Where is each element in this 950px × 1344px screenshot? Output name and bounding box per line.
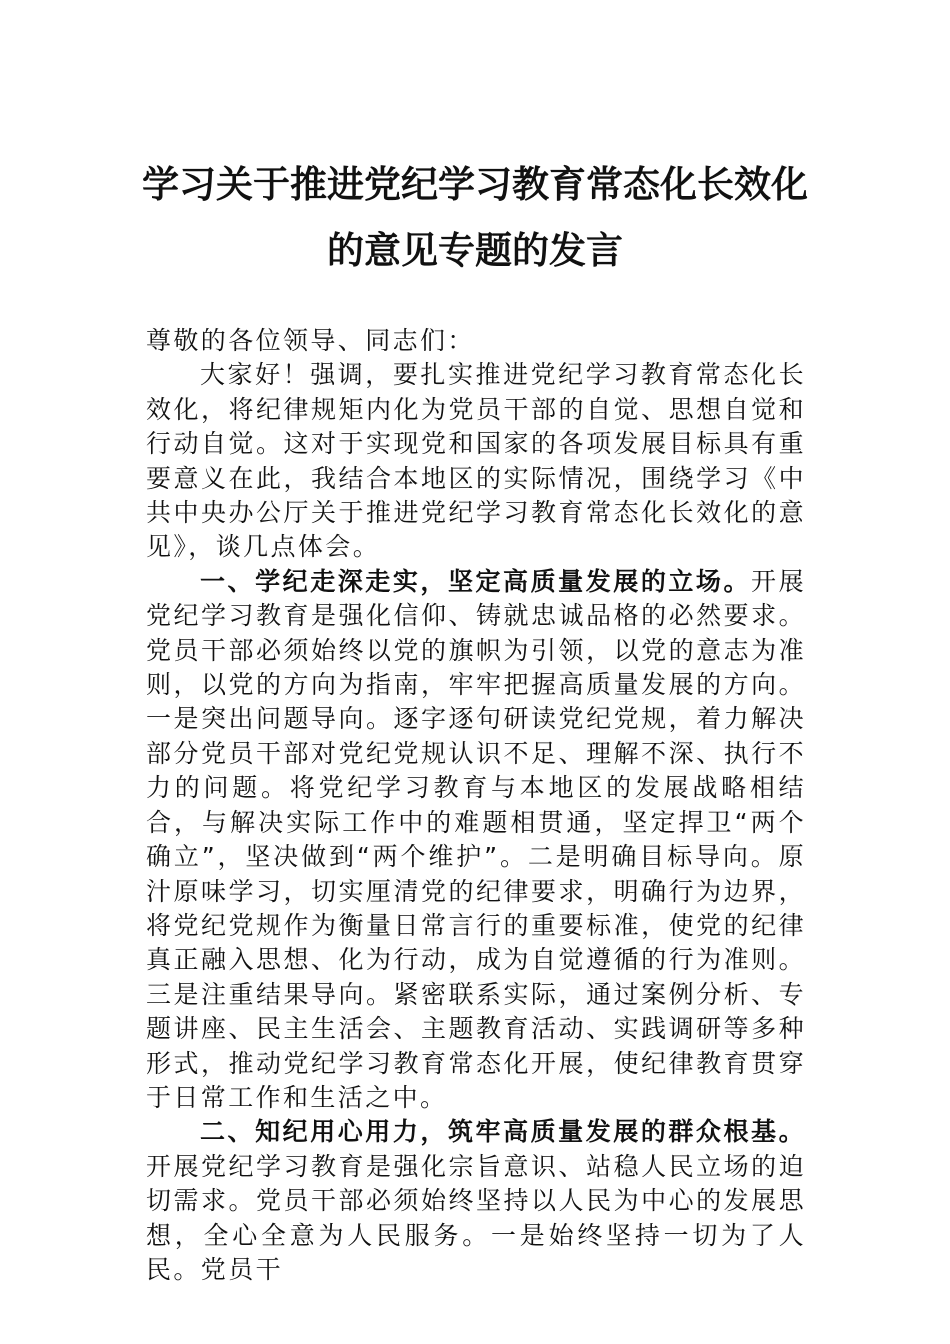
section-2-paragraph xyxy=(146,1115,806,1287)
document-body xyxy=(146,324,806,1287)
salutation: 尊敬的各位领导、同志们： xyxy=(146,326,475,355)
section-2-heading: 二、知纪用心用力，筑牢高质量发展的群众根基。 xyxy=(200,1117,806,1147)
document-title-line-1: 学习关于推进党纪学习教育常态化长效化 xyxy=(142,162,808,206)
document-title-line-2: 的意见专题的发言 xyxy=(327,228,623,272)
section-1-body: 开展党纪学习教育是强化信仰、铸就忠诚品格的必然要求。党员干部必须始终以党的旗帜为引领，以党的意志为准则，以党的方向为指南，牢牢把握高质量发展的方向。一是突出问题导向。逐字逐句研读党纪党规，着力解决部分党员干部对党纪党规认识不足、理解不深、执行不力的问题。将党纪学习教育与本地区的发展战略相结合，与解决实际工作中的难题相贯通，坚定捍卫“两个确立”，坚决做到“两个维护”。二是明确目标导向。原汁原味学习，切实厘清党的纪律要求，明确行为边界，将党纪党规作为衡量日常言行的重要标准，使党的纪律真正融入思想、化为行动，成为自觉遵循的行为准则。三是注重结果导向。紧密联系实际，通过案例分析、专题讲座、民主生活会、主题教育活动、实践调研等多种形式，推动党纪学习教育常态化开展，使纪律教育贯穿于日常工作和生活之中。 xyxy=(146,566,806,1112)
intro-paragraph: 大家好！强调，要扎实推进党纪学习教育常态化长效化，将纪律规矩内化为党员干部的自觉、思想自觉和行动自觉。这对于实现党和国家的各项发展目标具有重要意义在此，我结合本地区的实际情况，围绕学习《中共中央办公厅关于推进党纪学习教育常态化长效化的意见》，谈几点体会。 xyxy=(146,360,806,562)
section-2-body: 开展党纪学习教育是强化宗旨意识、站稳人民立场的迫切需求。党员干部必须始终坚持以人民为中心的发展思想，全心全意为人民服务。一是始终坚持一切为了人民。党员干 xyxy=(146,1151,806,1284)
section-1-heading: 一、学纪走深走实，坚定高质量发展的立场。 xyxy=(200,566,752,596)
section-1-paragraph xyxy=(146,565,806,1116)
